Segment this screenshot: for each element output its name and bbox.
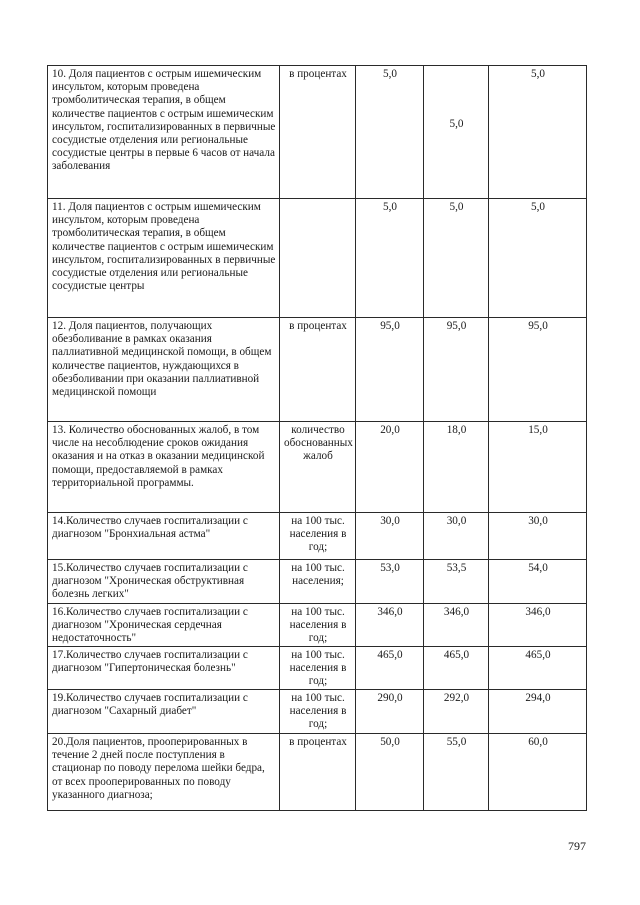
indicator-cell: 15.Количество случаев госпитализации с диагнозом "Хроническая обструктивная болезнь легких": [48, 560, 280, 604]
table-row: [48, 604, 587, 647]
indicator-cell: 11. Доля пациентов с острым ишемическим инсультом, которым проведена тромболитическая терапия, в общем количестве пациентов с острым ишемическим инсультом, госпитализированных в первичные сосудистые отделения или региональные сосудистые центры: [48, 199, 280, 318]
value-cell: 15,0: [489, 422, 587, 513]
indicator-cell: 20.Доля пациентов, прооперированных в течение 2 дней после поступления в стационар по поводу перелома шейки бедра, от всех прооперированных по поводу указанного диагноза;: [48, 734, 280, 811]
unit-cell: [280, 199, 356, 318]
indicator-cell: 12. Доля пациентов, получающих обезболивание в рамках оказания паллиативной медицинской помощи, в общем количестве пациентов, нуждающихся в обезболивании при оказании паллиативной медицинской помощи: [48, 318, 280, 422]
table-row: [48, 513, 587, 560]
indicator-cell: 14.Количество случаев госпитализации с диагнозом "Бронхиальная астма": [48, 513, 280, 560]
value-cell: 290,0: [356, 690, 424, 734]
value-cell: 95,0: [424, 318, 489, 422]
unit-cell: на 100 тыс. населения;: [280, 560, 356, 604]
value-cell: 292,0: [424, 690, 489, 734]
table-row: [48, 199, 587, 318]
value-cell: 5,0: [356, 199, 424, 318]
value-cell: 465,0: [424, 647, 489, 690]
value-cell: 30,0: [356, 513, 424, 560]
value-cell: 5,0: [356, 66, 424, 199]
unit-cell: на 100 тыс. населения в год;: [280, 647, 356, 690]
table-row: [48, 560, 587, 604]
indicator-cell: 13. Количество обоснованных жалоб, в том числе на несоблюдение сроков ожидания оказания и на отказ в оказании медицинской помощи, предоставляемой в рамках территориальной программы.: [48, 422, 280, 513]
value-cell: 30,0: [489, 513, 587, 560]
value-cell: 95,0: [489, 318, 587, 422]
indicator-cell: 10. Доля пациентов с острым ишемическим инсультом, которым проведена тромболитическая терапия, в общем количестве пациентов с острым ишемическим инсультом, госпитализированных в первичные сосудистые отделения или региональные сосудистые центры в первые 6 часов от начала заболевания: [48, 66, 280, 199]
unit-cell: на 100 тыс. населения в год;: [280, 690, 356, 734]
unit-cell: на 100 тыс. населения в год;: [280, 513, 356, 560]
value-cell: 53,0: [356, 560, 424, 604]
value-cell: 346,0: [489, 604, 587, 647]
table-row: [48, 647, 587, 690]
table-row: [48, 66, 587, 199]
indicators-table: [47, 65, 587, 811]
value-cell: 18,0: [424, 422, 489, 513]
value-cell: 465,0: [356, 647, 424, 690]
value-cell: 346,0: [424, 604, 489, 647]
unit-cell: в процентах: [280, 318, 356, 422]
value-cell: 20,0: [356, 422, 424, 513]
value-cell: 55,0: [424, 734, 489, 811]
unit-cell: количество обоснованных жалоб: [280, 422, 356, 513]
value-cell: 5,0: [424, 66, 489, 199]
table-row: [48, 422, 587, 513]
value-cell: 5,0: [424, 199, 489, 318]
unit-cell: в процентах: [280, 734, 356, 811]
table-row: [48, 690, 587, 734]
value-cell: 294,0: [489, 690, 587, 734]
value-cell: 5,0: [489, 199, 587, 318]
table-row: [48, 318, 587, 422]
value-cell: 346,0: [356, 604, 424, 647]
value-cell: 53,5: [424, 560, 489, 604]
indicator-cell: 16.Количество случаев госпитализации с диагнозом "Хроническая сердечная недостаточность": [48, 604, 280, 647]
value-cell: 30,0: [424, 513, 489, 560]
value-cell: 95,0: [356, 318, 424, 422]
value-cell: 50,0: [356, 734, 424, 811]
page-number: 797: [568, 839, 586, 853]
value-cell: 60,0: [489, 734, 587, 811]
table-row: [48, 734, 587, 811]
unit-cell: в процентах: [280, 66, 356, 199]
unit-cell: на 100 тыс. населения в год;: [280, 604, 356, 647]
value-cell: 54,0: [489, 560, 587, 604]
indicator-cell: 17.Количество случаев госпитализации с диагнозом "Гипертоническая болезнь": [48, 647, 280, 690]
value-cell: 465,0: [489, 647, 587, 690]
value-cell: 5,0: [489, 66, 587, 199]
indicator-cell: 19.Количество случаев госпитализации с диагнозом "Сахарный диабет": [48, 690, 280, 734]
